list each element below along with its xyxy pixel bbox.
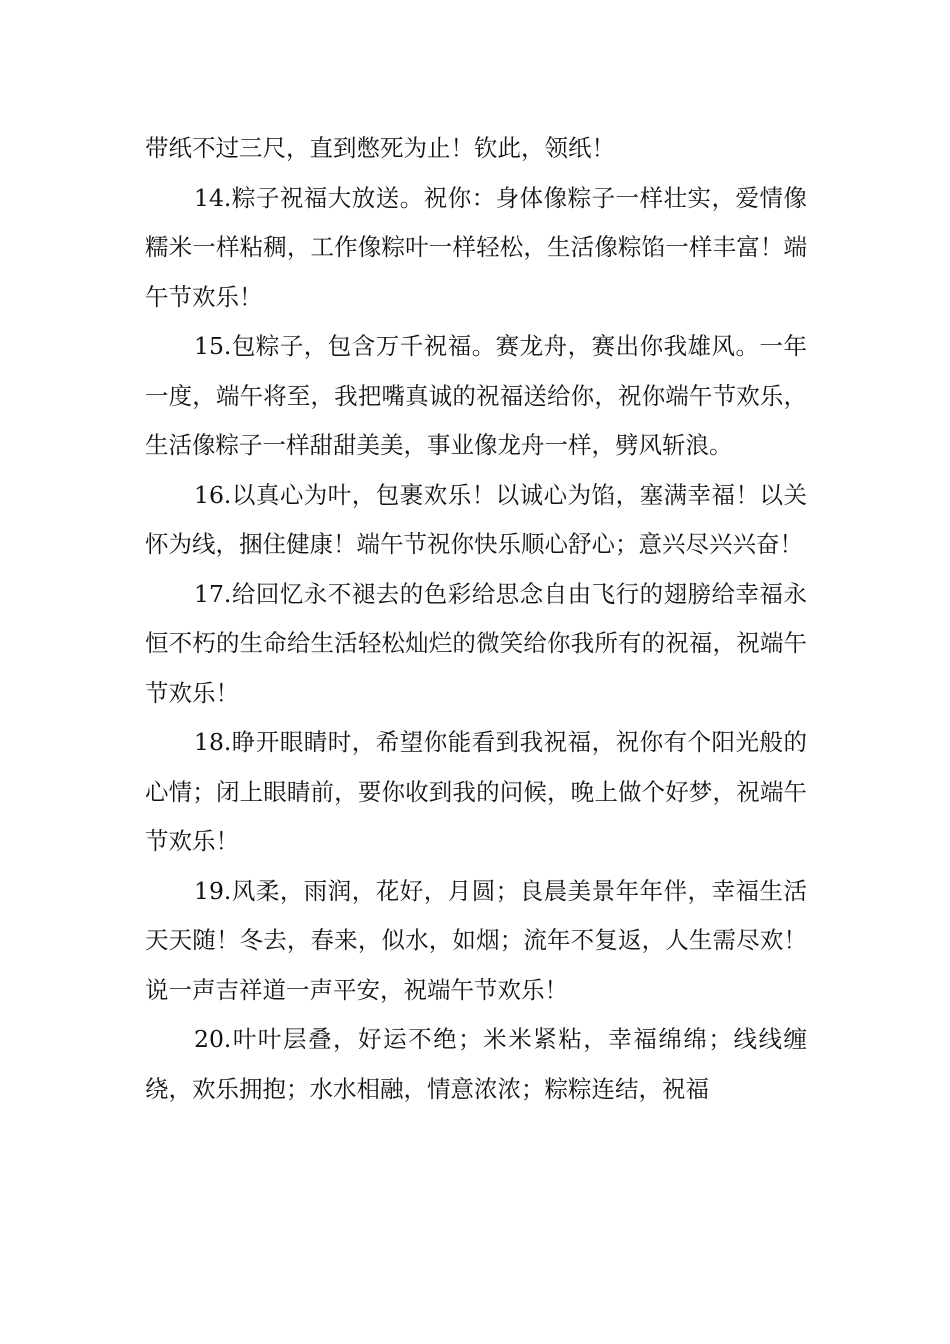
paragraph-17: 17.给回忆永不褪去的色彩给思念自由飞行的翅膀给幸福永恒不朽的生命给生活轻松灿烂的微笑给你我所有的祝福，祝端午节欢乐！ xyxy=(145,579,807,707)
paragraph-18: 18.睁开眼睛时，希望你能看到我祝福，祝你有个阳光般的心情；闭上眼睛前，要你收到我的问候，晚上做个好梦，祝端午节欢乐！ xyxy=(145,728,807,855)
paragraph-19: 19.风柔，雨润，花好，月圆；良晨美景年年伴，幸福生活天天随！冬去，春来，似水，如烟；流年不复返，人生需尽欢！说一声吉祥道一声平安，祝端午节欢乐！ xyxy=(145,876,807,1004)
document-body xyxy=(145,124,807,1114)
paragraph-20: 20.叶叶层叠，好运不绝；米米紧粘，幸福绵绵；线线缠绕，欢乐拥抱；水水相融，情意浓浓；粽粽连结，祝福 xyxy=(145,1025,807,1103)
paragraph-16: 16.以真心为叶，包裹欢乐！以诚心为馅，塞满幸福！以关怀为线，捆住健康！端午节祝你快乐顺心舒心；意兴尽兴兴奋！ xyxy=(145,480,807,558)
paragraph-15: 15.包粽子，包含万千祝福。赛龙舟，赛出你我雄风。一年一度，端午将至，我把嘴真诚的祝福送给你，祝你端午节欢乐，生活像粽子一样甜甜美美，事业像龙舟一样，劈风斩浪。 xyxy=(145,332,807,459)
paragraph-14: 14.粽子祝福大放送。祝你：身体像粽子一样壮实，爱情像糯米一样粘稠，工作像粽叶一样轻松，生活像粽馅一样丰富！端午节欢乐！ xyxy=(145,183,807,311)
paragraph-continuation: 带纸不过三尺，直到憋死为止！钦此，领纸！ xyxy=(145,134,615,162)
